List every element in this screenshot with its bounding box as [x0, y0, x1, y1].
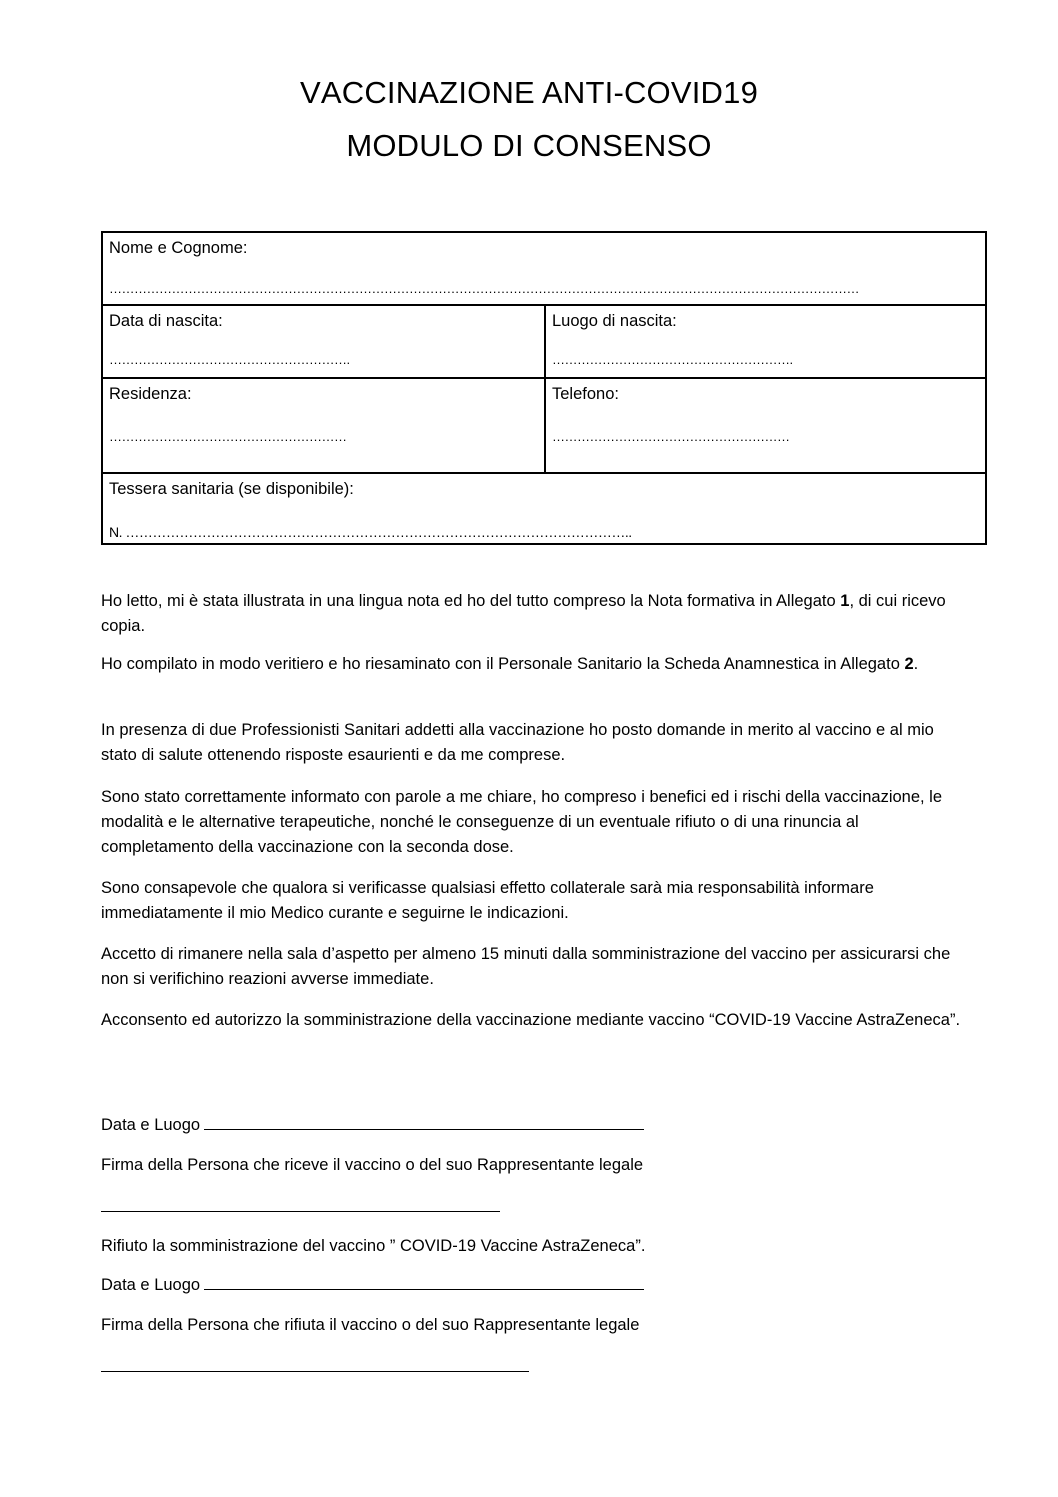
data-luogo-row-1: [101, 1114, 644, 1136]
data-luogo-field-2[interactable]: [204, 1275, 644, 1290]
nome-cognome-label: Nome e Cognome:: [109, 239, 248, 257]
firma-rifiuta-line[interactable]: [101, 1371, 529, 1372]
luogo-nascita-field[interactable]: ………………………………………………….: [552, 352, 793, 367]
personal-data-table: [101, 231, 987, 545]
data-luogo-field-1[interactable]: [204, 1115, 644, 1130]
nome-cognome-field[interactable]: ………………………………………………………………………………………………………………………………………………………………: [109, 281, 859, 296]
document-title-line1: [0, 73, 1058, 113]
title-small-caps: ACCINAZIONE ANTI: [320, 75, 614, 110]
tessera-sanitaria-label: Tessera sanitaria (se disponibile):: [109, 480, 354, 498]
title-c: C: [532, 128, 556, 163]
paragraph-effetti-collaterali: Sono consapevole che qualora si verificasse qualsiasi effetto collaterale sarà mia responsabilità informare immediatamente il mio Medico curante e seguirne le indicazioni.: [101, 879, 874, 922]
data-luogo-label-1: Data e Luogo: [101, 1116, 201, 1134]
data-luogo-label-2: Data e Luogo: [101, 1276, 201, 1294]
firma-rifiuta-label: Firma della Persona che rifiuta il vaccino o del suo Rappresentante legale: [101, 1316, 640, 1334]
title-covid: -COVID19: [613, 75, 759, 110]
luogo-nascita-label: Luogo di nascita:: [552, 312, 677, 330]
p1-text-end: , di cui ricevo copia.: [101, 592, 946, 635]
data-nascita-cell[interactable]: [103, 306, 544, 377]
data-nascita-field[interactable]: ………………………………………………….: [109, 352, 350, 367]
paragraph-nota-formativa: [101, 589, 961, 639]
nome-cognome-cell[interactable]: [103, 233, 985, 305]
luogo-nascita-cell[interactable]: [546, 306, 985, 377]
residenza-cell[interactable]: [103, 379, 544, 473]
firma-accetta-label: Firma della Persona che riceve il vaccino o del suo Rappresentante legale: [101, 1156, 644, 1174]
paragraph-sala-aspetto: Accetto di rimanere nella sala d’aspetto per almeno 15 minuti dalla somministrazione del vaccino per assicurarsi che non si verifichino reazioni avverse immediate.: [101, 945, 951, 988]
p2-text: Ho compilato in modo veritiero e ho riesaminato con il Personale Sanitario la Scheda Anamnestica in Allegato: [101, 655, 905, 673]
paragraph-informato: Sono stato correttamente informato con parole a me chiare, ho compreso i benefici ed i rischi della vaccinazione, le modalità e le alternative terapeutiche, nonché le conseguenze di un eventuale rifiuto o di una rinuncia al completamento della vaccinazione con la seconda dose.: [101, 788, 943, 856]
title-small-caps-3: ONSENSO: [555, 128, 712, 163]
residenza-field[interactable]: …………………………………………………: [109, 429, 347, 444]
p2-text-end: .: [913, 655, 919, 673]
telefono-cell[interactable]: [546, 379, 985, 473]
data-luogo-row-2: [101, 1274, 644, 1296]
document-title-line2: [0, 126, 1058, 166]
paragraph-scheda-anamnestica: [101, 652, 961, 677]
p1-text: Ho letto, mi è stata illustrata in una lingua nota ed ho del tutto compreso la Nota formativa in Allegato: [101, 592, 841, 610]
title-m: M: [346, 128, 373, 163]
tessera-sanitaria-field[interactable]: N. …………………………………………………………………………………………………..: [109, 524, 632, 540]
paragraph-acconsento: Acconsento ed autorizzo la somministrazione della vaccinazione mediante vaccino “COVID-19 Vaccine AstraZeneca”.: [101, 1011, 961, 1029]
firma-accetta-line[interactable]: [101, 1211, 500, 1212]
p1-allegato-number: 1: [840, 592, 850, 610]
table-column-divider: [544, 305, 546, 473]
residenza-label: Residenza:: [109, 385, 192, 403]
telefono-field[interactable]: …………………………………………………: [552, 429, 790, 444]
tessera-sanitaria-cell[interactable]: [103, 474, 985, 543]
paragraph-professionisti: In presenza di due Professionisti Sanitari addetti alla vaccinazione ho posto domande in merito al vaccino e al mio stato di salute ottenendo risposte esaurienti e da me comprese.: [101, 721, 934, 764]
rifiuto-statement: Rifiuto la somministrazione del vaccino ” COVID-19 Vaccine AstraZeneca”.: [101, 1237, 646, 1255]
title-small-caps-2: ODULO DI: [372, 128, 533, 163]
title-v: V: [299, 75, 321, 110]
data-nascita-label: Data di nascita:: [109, 312, 223, 330]
telefono-label: Telefono:: [552, 385, 619, 403]
p2-allegato-number: 2: [904, 655, 914, 673]
